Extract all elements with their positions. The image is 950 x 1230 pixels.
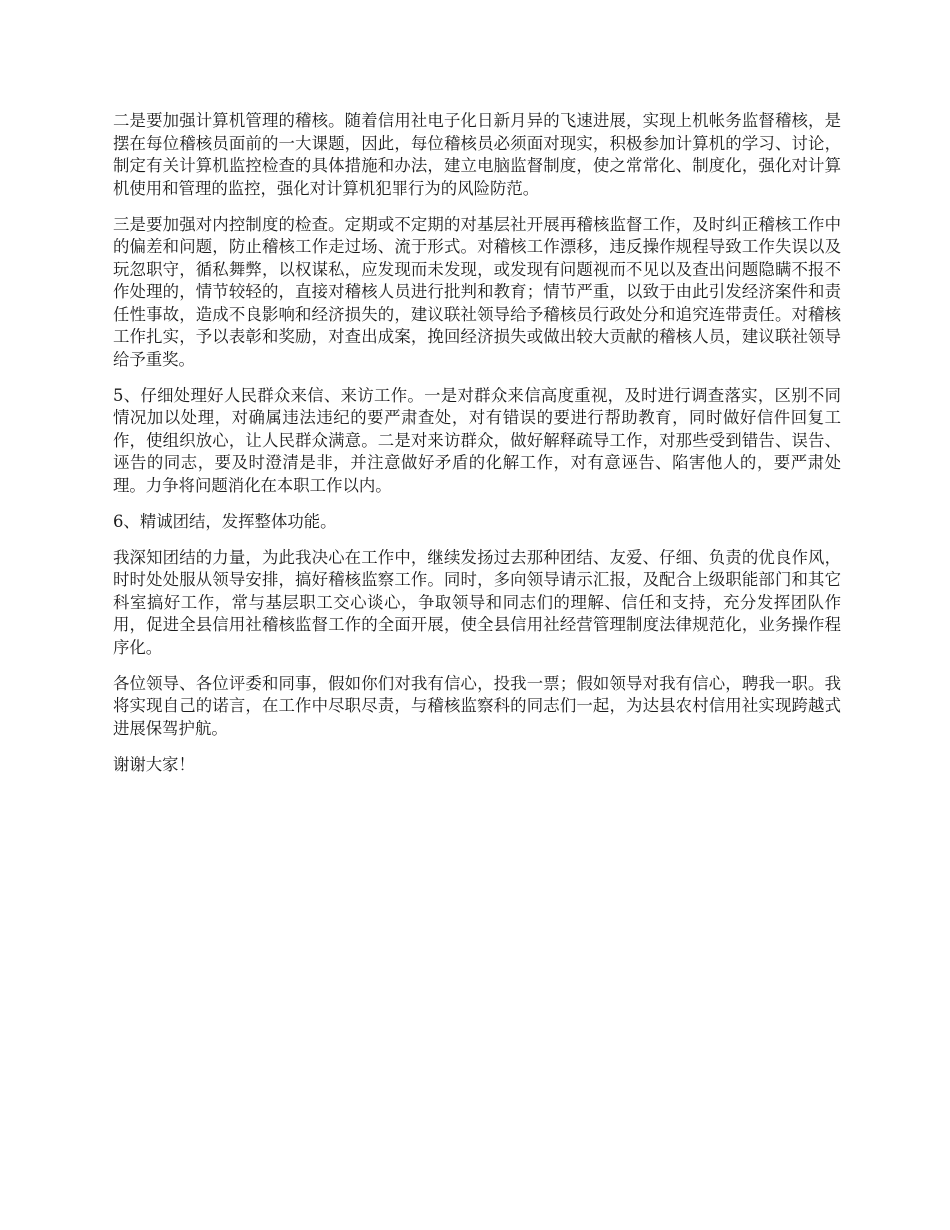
- document-body: [113, 110, 841, 790]
- paragraph-computer-audit: 二是要加强计算机管理的稽核。随着信用社电子化日新月异的飞速进展，实现上机帐务监督稽核，是摆在每位稽核员面前的一大课题，因此，每位稽核员必须面对现实，积极参加计算机的学习、讨论，制定有关计算机监控检查的具体措施和办法，建立电脑监督制度，使之常常化、制度化，强化对计算机使用和管理的监控，强化对计算机犯罪行为的风险防范。: [113, 111, 841, 198]
- paragraph-thanks: 谢谢大家！: [113, 754, 195, 774]
- paragraph-internal-control: 三是要加强对内控制度的检查。定期或不定期的对基层社开展再稽核监督工作，及时纠正稽核工作中的偏差和问题，防止稽核工作走过场、流于形式。对稽核工作漂移，违反操作规程导致工作失误以及玩忽职守，循私舞弊，以权谋私，应发现而未发现，或发现有问题视而不见以及查出问题隐瞒不报不作处理的，情节较轻的，直接对稽核人员进行批判和教育；情节严重，以致于由此引发经济案件和责任性事故，造成不良影响和经济损失的，建议联社领导给予稽核员行政处分和追究连带责任。对稽核工作扎实，予以表彰和奖励，对查出成案，挽回经济损失或做出较大贡献的稽核人员，建议联社领导给予重奖。: [113, 214, 841, 369]
- paragraph-letters-visits: 5、仔细处理好人民群众来信、来访工作。一是对群众来信高度重视，及时进行调查落实，区别不同情况加以处理，对确属违法违纪的要严肃查处，对有错误的要进行帮助教育，同时做好信件回复工作，使组织放心，让人民群众满意。二是对来访群众，做好解释疏导工作，对那些受到错告、误告、诬告的同志，要及时澄清是非，并注意做好矛盾的化解工作，对有意诬告、陷害他人的，要严肃处理。力争将问题消化在本职工作以内。: [113, 385, 841, 495]
- paragraph-teamwork: 我深知团结的力量，为此我决心在工作中，继续发扬过去那种团结、友爱、仔细、负责的优良作风，时时处处服从领导安排，搞好稽核监察工作。同时，多向领导请示汇报，及配合上级职能部门和其它科室搞好工作，常与基层职工交心谈心，争取领导和同志们的理解、信任和支持，充分发挥团队作用，促进全县信用社稽核监督工作的全面开展，使全县信用社经营管理制度法律规范化，业务操作程序化。: [113, 547, 841, 657]
- paragraph-appeal: 各位领导、各位评委和同事，假如你们对我有信心，投我一票；假如领导对我有信心，聘我一职。我将实现自己的诺言，在工作中尽职尽责，与稽核监察科的同志们一起，为达县农村信用社实现跨越式进展保驾护航。: [113, 673, 841, 738]
- paragraph-unity-heading: 6、精诚团结，发挥整体功能。: [113, 511, 337, 531]
